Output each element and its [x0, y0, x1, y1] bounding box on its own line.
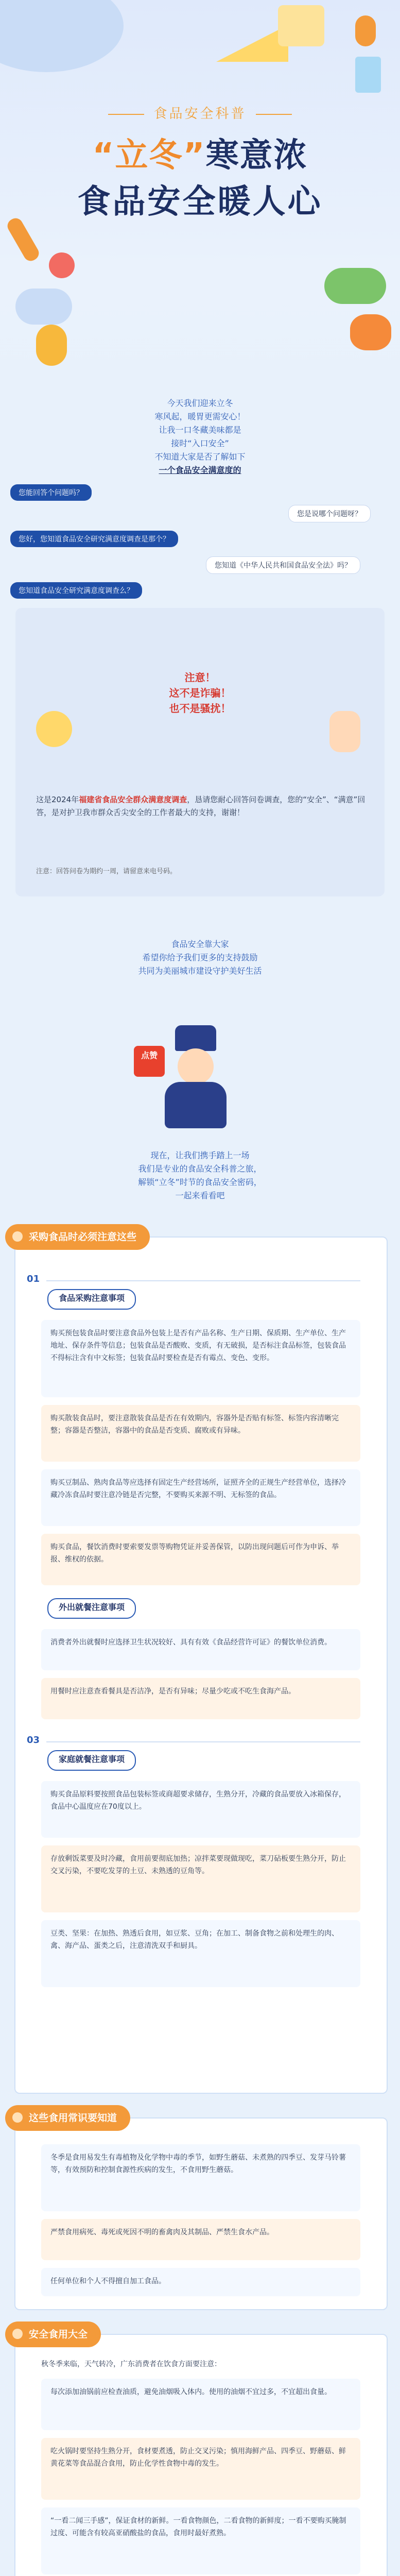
decor-blob: [15, 289, 72, 325]
chat-bubble-answer: 您知道《中华人民共和国食品安全法》吗？: [206, 556, 360, 574]
mid-line: 共同为美丽城市建设守护美好生活: [138, 966, 262, 976]
info-card: 每次添加油锅前应检查油质，避免油烟吸入体内。使用的油烟不宜过多，不宜超出食量。: [41, 2379, 360, 2430]
info-card: 豆类、坚果：在加热、熟透后食用，如豆浆、豆角；在加工、制备食物之前和处理生的肉、禽、海产品、蛋类之后，注意清洗双手和厨具。: [41, 1920, 360, 1987]
divider: [46, 1280, 360, 1281]
info-card: 消费者外出就餐时应选择卫生状况较好、具有有效《食品经营许可证》的餐饮单位消费。: [41, 1629, 360, 1670]
police-body: [165, 1082, 227, 1128]
section-safe-eating: [14, 2329, 388, 2576]
info-card: 任何单位和个人不得擅自加工食品。: [41, 2268, 360, 2296]
section-title-text: 采购食品时必须注意这些: [29, 1231, 137, 1243]
dot-icon: [12, 2329, 23, 2339]
thumbs-up-badge: 点赞: [134, 1046, 165, 1077]
pepper-icon: [355, 15, 376, 46]
section-purchase: [14, 1231, 388, 2094]
notice-body: [36, 793, 366, 819]
hand-icon: [329, 711, 360, 752]
info-card: 存放剩饭菜要及时冷藏，食用前要彻底加热；凉拌菜要现做现吃，菜刀砧板要生熟分开，防止交叉污染，不要吃发芽的土豆、未熟透的豆角等。: [41, 1845, 360, 1912]
decor-blob: [0, 0, 124, 72]
mid-line: 食品安全靠大家: [171, 939, 229, 949]
hero-banner: [0, 0, 400, 392]
intro-text: [0, 397, 400, 477]
notice-title-line: 注意！: [184, 671, 216, 684]
subsection-label: 家庭就餐注意事项: [47, 1750, 136, 1771]
survey-notice-panel: [15, 608, 385, 896]
section-title: [5, 2105, 130, 2131]
notice-note: 注意：回答问卷为期约一周，请留意来电号码。: [36, 868, 177, 875]
pineapple-icon: [36, 325, 67, 366]
hero-title-line2: 食品安全暖人心: [77, 183, 323, 221]
divider: [46, 1741, 360, 1742]
subsection-label: 食品采购注意事项: [47, 1289, 136, 1310]
cucumber-icon: [324, 268, 386, 304]
chat-bubble-question: 您好，您知道食品安全研究满意度调查是那个？: [10, 531, 178, 547]
notice-body-pre: 这是2024年: [36, 795, 79, 804]
lightbulb-icon: [36, 711, 72, 747]
info-card: “一看二闻三手感”，保证食材的新鲜。一看食物颜色，二看食物的新鲜度；一看不要购买腌制过度、可能含有较高亚硝酸盐的食品，食用时最好煮熟。: [41, 2507, 360, 2574]
section-title-text: 安全食用大全: [29, 2329, 88, 2340]
police-hat: [175, 1025, 216, 1051]
chat-bubble-question: 您能回答个问题吗？: [10, 484, 92, 501]
intro-line-emphasis: 一个食品安全满意度的: [159, 465, 241, 475]
section-title: [5, 1224, 150, 1250]
intro-line: 不知道大家是否了解如下: [154, 452, 246, 462]
hero-title-rest: 寒意浓: [205, 137, 308, 175]
cake-icon: [278, 5, 324, 46]
subsection-label: 外出就餐注意事项: [47, 1598, 136, 1619]
mid2-line: 解锁“立冬”时节的食品安全密码，: [138, 1177, 262, 1187]
intro-line: 让我一口冬藏美味都是: [159, 425, 241, 435]
chat-bubble-answer: 您是说哪个问题呀？: [288, 505, 371, 522]
police-face: [178, 1048, 214, 1084]
info-card: 购买食品，餐饮消费时要索要发票等购物凭证并妥善保管，以防出现问题后可作为申诉、举报、维权的依据。: [41, 1534, 360, 1585]
info-card: 吃火锅时要坚持生熟分开，食材要煮透，防止交叉污染；慎用海鲜产品、四季豆、野蘑菇、鲜黄花菜等食品混合食用，防止化学性食物中毒的发生。: [41, 2438, 360, 2500]
section-common-sense: [14, 2112, 388, 2310]
hero-title-line1: [0, 129, 400, 176]
notice-title-line: 也不是骚扰！: [169, 702, 231, 715]
hero-tag: 食品安全科普: [0, 103, 400, 122]
notice-body-post: ，恳请您耐心回答问卷调查，您的“安全”、“满意”回答，是对护卫我市群众舌尖安全的工作者最大的支持，谢谢！: [36, 795, 366, 817]
mid2-line: 我们是专业的食品安全科普之旅，: [138, 1164, 262, 1174]
apple-icon: [49, 252, 75, 278]
info-card: 购买豆制品、熟肉食品等应选择有固定生产经营场所，证照齐全的正规生产经营单位，选择冷藏冷冻食品时要注意冷链是否完整，不要购买来源不明、无标签的食品。: [41, 1469, 360, 1526]
info-card: 冬季是食用易发生有毒植物及化学物中毒的季节，如野生蘑菇、未煮熟的四季豆、发芽马铃薯等，有效预防和控制食源性疾病的发生，不食用野生蘑菇。: [41, 2144, 360, 2211]
notice-body-highlight: 福建省食品安全群众满意度调查: [79, 795, 187, 804]
intro-line: 寒风起，暖胃更需安心！: [154, 412, 246, 421]
intro-line: 今天我们迎来立冬: [167, 398, 233, 408]
info-card: 购买散装食品时，要注意散装食品是否在有效期内，容器外是否贴有标签、标签内容清晰完整；容器是否整洁，容器中的食品是否变质、腐败或有异味。: [41, 1405, 360, 1462]
dot-icon: [12, 2112, 23, 2123]
hero-title-accent: “立冬”: [92, 137, 206, 175]
mid2-text: [0, 1149, 400, 1202]
info-card: 严禁食用病死、毒死或死因不明的畜禽肉及其制品、严禁生食水产品。: [41, 2219, 360, 2260]
chat-bubble-question: 您知道食品安全研究满意度调查么？: [10, 582, 142, 599]
section-title-text: 这些食用常识要知道: [29, 2112, 117, 2124]
carrot-icon: [5, 216, 42, 264]
police-mascot: [141, 1025, 237, 1128]
section-intro: 秋冬季来临，天气转冷，广东消费者在饮食方面要注意：: [41, 2360, 221, 2368]
mid-text: [0, 938, 400, 978]
info-card: 用餐时应注意查看餐具是否洁净，是否有异味；尽量少吃或不吃生食海产品。: [41, 1678, 360, 1719]
info-card: 购买食品原料要按照食品包装标签或商超要求储存，生熟分开，冷藏的食品要放入冰箱保存，食品中心温度应在70度以上。: [41, 1781, 360, 1838]
notice-title-line: 这不是诈骗！: [169, 687, 231, 699]
cheese-icon: [216, 15, 288, 62]
dot-icon: [12, 1231, 23, 1242]
section-title: [5, 2321, 101, 2347]
mid2-line: 一起来看看吧: [175, 1191, 225, 1200]
cup-icon: [355, 57, 381, 93]
info-card: 购买预包装食品时要注意食品外包装上是否有产品名称、生产日期、保质期、生产单位、生产地址、保存条件等信息；包装食品是否酸败、变质，有无破损，是否标注食品标签，包装食品不得标注含有中文标签；包装食品时要检查是否有霉点、变色、变形。: [41, 1320, 360, 1397]
item-number: 01: [27, 1274, 40, 1284]
notice-title: [15, 670, 385, 716]
item-number: 03: [27, 1735, 40, 1745]
intro-line: 接时“入口安全”: [171, 438, 229, 448]
mid2-line: 现在，让我们携手踏上一场: [150, 1150, 250, 1160]
mid-line: 希望你给予我们更多的支持鼓励: [142, 953, 258, 962]
pumpkin-icon: [350, 314, 391, 350]
